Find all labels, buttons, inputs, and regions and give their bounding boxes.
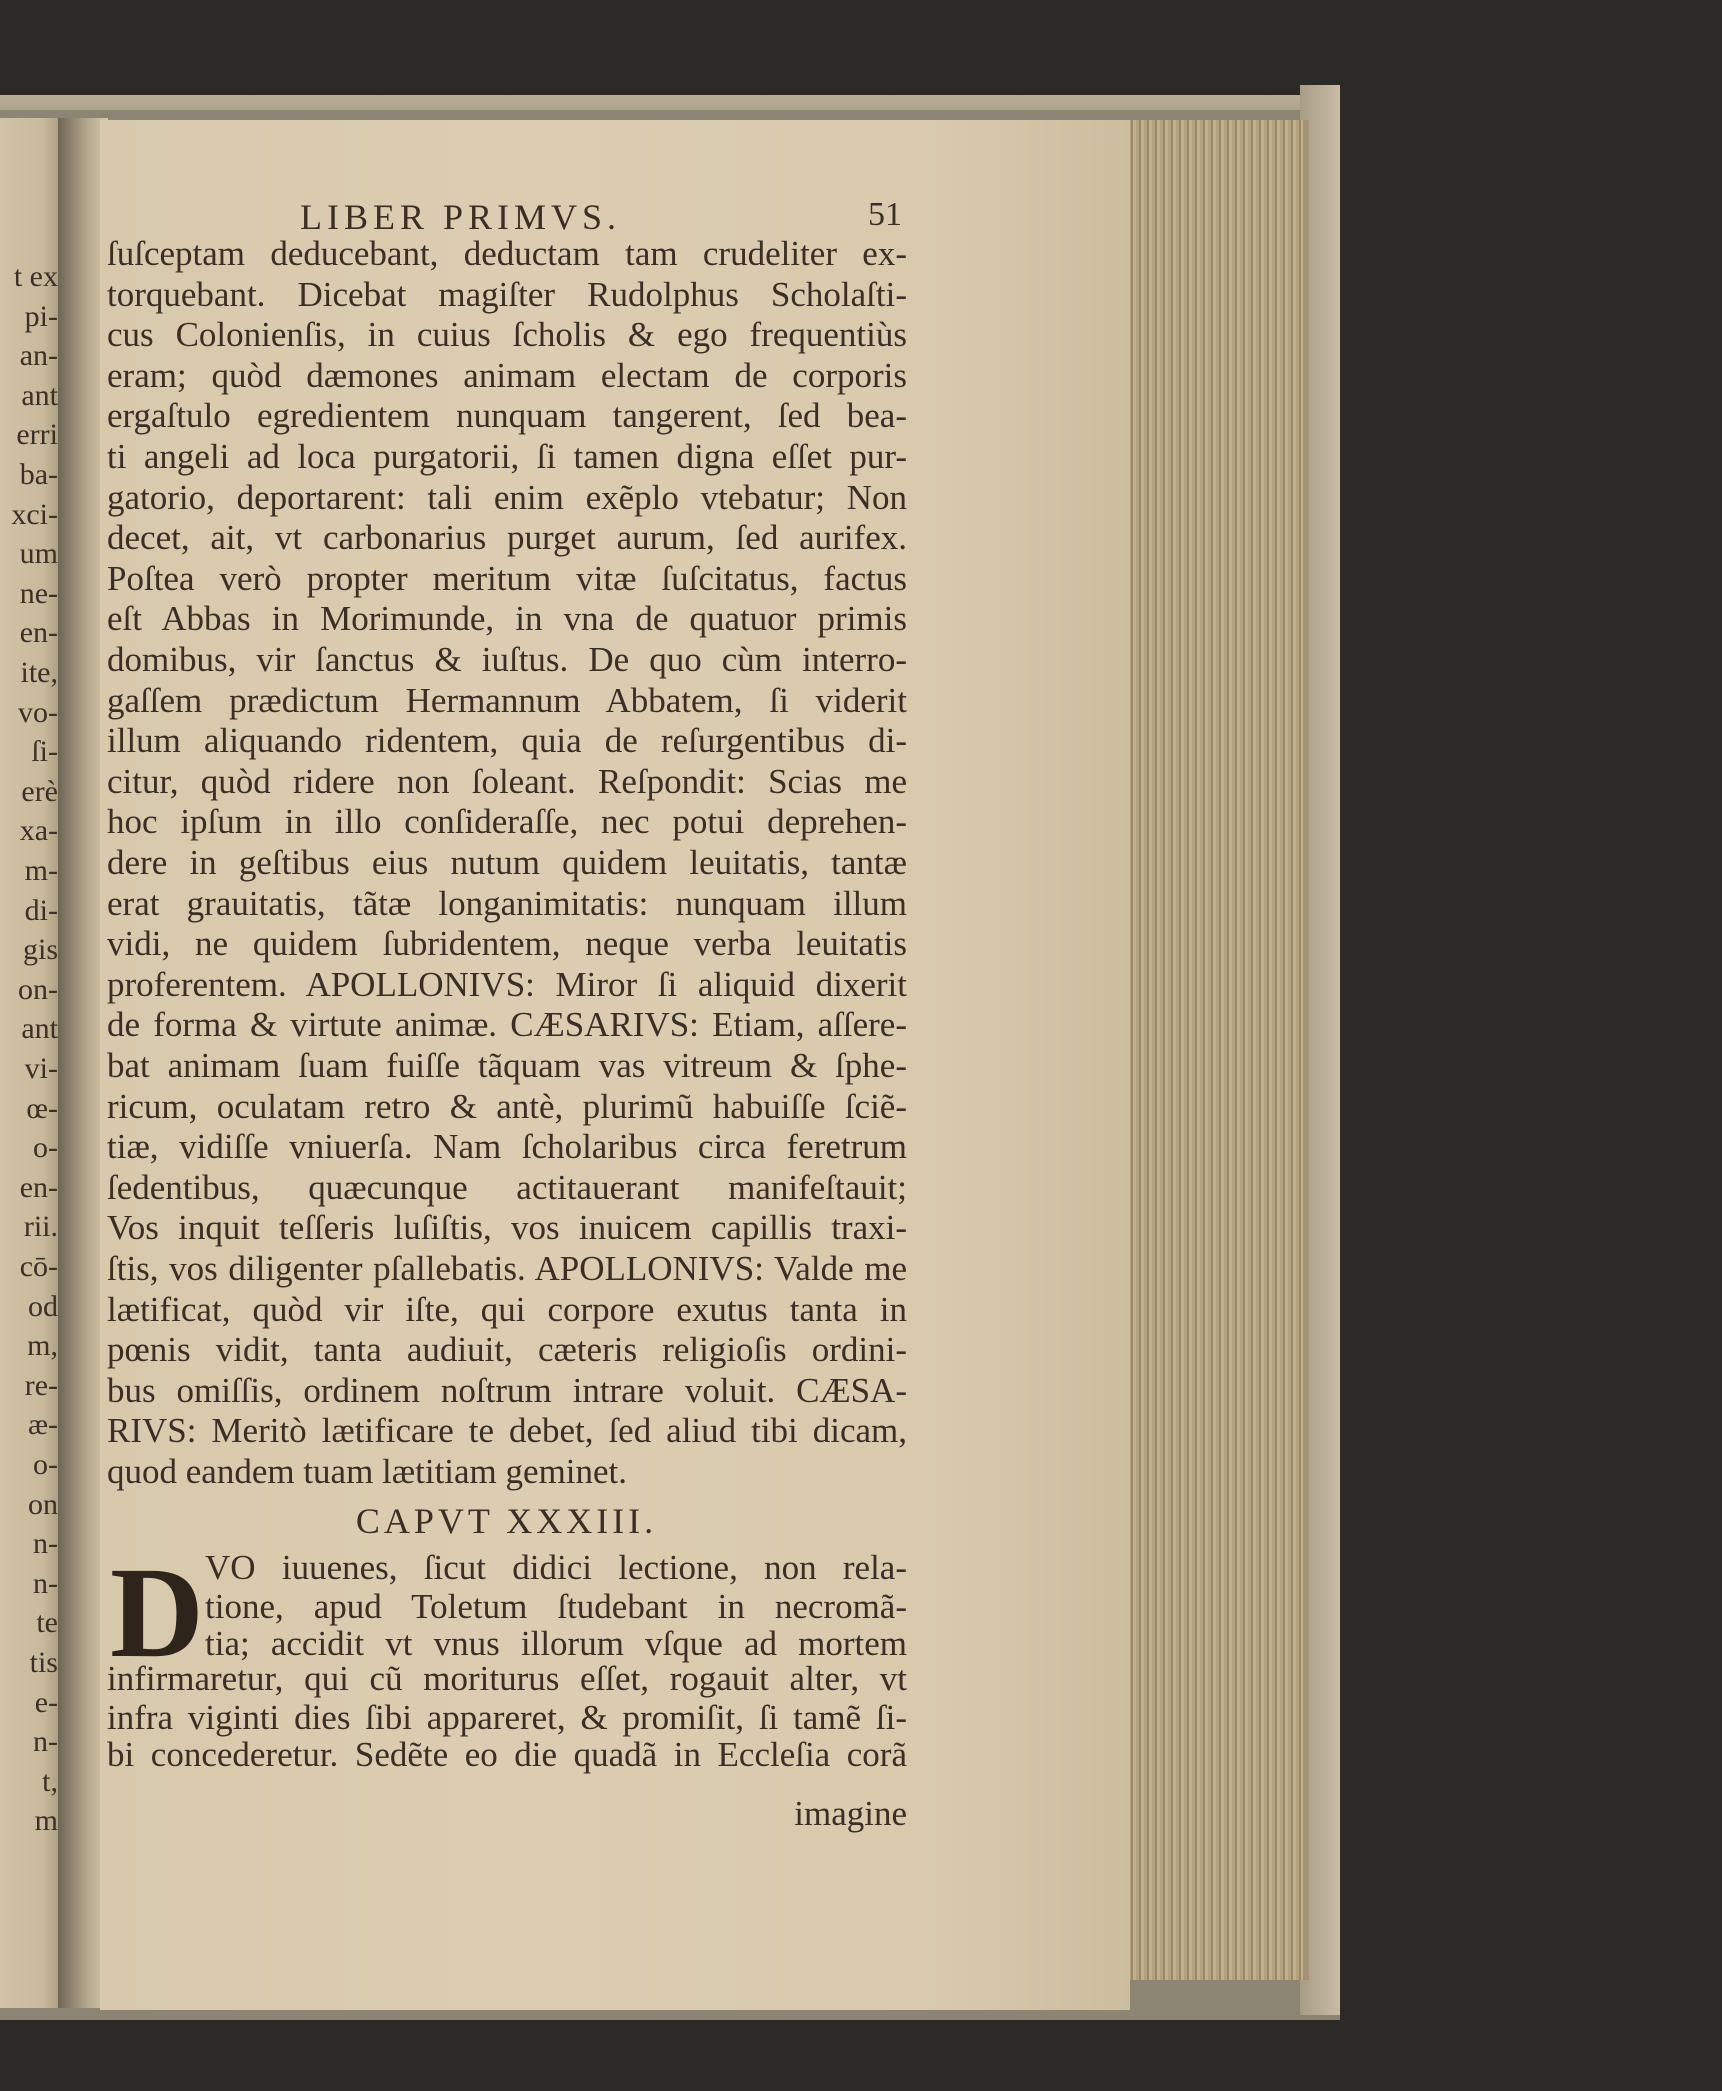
text-line: gatorio, deportarent: tali enim exẽplo vtebatur; Non [107,477,907,517]
chapter-text-line: VO iuuenes, ſicut didici lectione, non rela- [205,1548,907,1587]
text-line: de forma & virtute animæ. CÆSARIVS: Etiam, aſſere- [107,1005,907,1045]
left-page-line-fragment: m, [27,1329,58,1363]
left-page-line-fragment: vi- [24,1052,58,1085]
left-page-line-fragment: gis [22,933,58,967]
left-page-line-fragment: xci- [11,497,58,531]
left-page-line-fragment: en- [19,1170,58,1204]
page-number: 51 [868,196,902,233]
text-line: ergaſtulo egredientem nunquam tangerent, ſed bea- [107,396,907,436]
chapter-heading: CAPVT XXXIII. [355,1501,658,1541]
text-line: Vos inquit teſſeris luſiſtis, vos inuicem capillis traxi- [107,1208,907,1248]
left-page-line-fragment: t, [42,1764,58,1798]
running-head: LIBER PRIMVS. [300,197,622,237]
text-line: cus Colonienſis, in cuius ſcholis & ego frequentiùs [107,315,907,355]
text-line: illum aliquando ridentem, quia de reſurgentibus di- [107,721,907,761]
text-line: ſtis, vos diligenter pſallebatis. APOLLONIVS: Valde me [107,1249,907,1288]
text-line: proferentem. APOLLONIVS: Miror ſi aliquid dixerit [107,964,907,1004]
text-line: eram; quòd dæmones animam electam de corporis [107,355,907,395]
text-line: pœnis vidit, tanta audiuit, cæteris religioſis ordini- [107,1330,907,1370]
left-page-line-fragment: cō- [19,1250,58,1283]
text-line: eſt Abbas in Morimunde, in vna de quatuor primis [107,599,907,639]
chapter-text-line: tia; accidit vt vnus illorum vſque ad mortem [205,1624,907,1663]
text-line: torquebant. Dicebat magiſter Rudolphus Scholaſti- [107,274,907,314]
left-page-line-fragment: on- [18,972,58,1006]
left-page-line-fragment: ne- [19,576,58,610]
text-line: quod eandem tuam lætitiam geminet. [107,1452,628,1491]
page-fore-edge [1128,120,1309,1980]
left-page-line-fragment: re- [24,1368,58,1402]
text-line: decet, ait, vt carbonarius purget aurum, ſed aurifex. [107,518,907,558]
left-page-line-fragment: o- [33,1448,58,1481]
chapter-text-line: tione, apud Toletum ſtudebant in necromã- [205,1587,907,1626]
left-page-line-fragment: œ- [26,1091,58,1125]
text-line: domibus, vir ſanctus & iuſtus. De quo cùm interro- [107,640,907,679]
left-page-line-fragment: pi- [24,299,58,333]
left-page-line-fragment: n- [33,1527,58,1561]
text-line: RIVS: Meritò lætificare te debet, ſed aliud tibi dicam, [107,1411,907,1451]
chapter-text-line: infirmaretur, qui cũ moriturus eſſet, rogauit alter, vt [107,1659,907,1698]
left-page-line-fragment: erè [21,774,58,808]
text-line: lætificat, quòd vir iſte, qui corpore exutus tanta in [107,1289,907,1329]
text-line: hoc ipſum in illo conſideraſſe, nec potui deprehen- [107,802,907,842]
left-page-line-fragment: tis [29,1646,58,1679]
left-page-line-fragment: vo- [18,695,58,729]
left-page-line-fragment: rii. [23,1210,58,1244]
left-page-line-fragment: m- [24,854,58,887]
text-line: bus omiſſis, ordinem noſtrum intrare voluit. CÆSA- [107,1370,907,1410]
left-page-line-fragment: um [19,537,58,571]
left-page-line-fragment: en- [19,616,58,650]
left-page-line-fragment: di- [24,893,58,927]
left-page-line-fragment: xa- [19,814,58,848]
left-page-line-fragment: ant [21,1012,58,1046]
left-page-line-fragment: ſi- [31,735,58,769]
drop-cap: D [110,1541,204,1685]
left-page-line-fragment: on [28,1487,58,1521]
left-page-line-fragment: ant [21,378,58,412]
left-page-line-fragment: æ- [28,1408,58,1442]
text-line: citur, quòd ridere non ſoleant. Reſpondit: Scias me [107,761,907,801]
left-page-line-fragment: o- [33,1131,58,1165]
left-page-line-fragment: an- [19,339,58,373]
left-page-line-fragment: te [36,1606,58,1640]
text-line: ricum, oculatam retro & antè, plurimũ habuiſſe ſciẽ- [107,1086,907,1126]
text-line: ti angeli ad loca purgatorii, ſi tamen digna eſſet pur- [107,437,907,476]
left-page-line-fragment: t ex [13,260,58,293]
left-page-line-fragment: od [28,1289,58,1323]
left-page-line-fragment: m [34,1804,58,1838]
text-line: dere in geſtibus eius nutum quidem leuitatis, tantæ [107,843,907,882]
text-line: bat animam ſuam fuiſſe tãquam vas vitreum & ſphe- [107,1046,907,1085]
chapter-text-line: bi concederetur. Sedẽte eo die quadã in Eccleſia corã [107,1735,907,1774]
left-page-line-fragment: n- [33,1725,58,1759]
text-line: ſuſceptam deducebant, deductam tam crudeliter ex- [107,234,907,273]
left-page-line-fragment: erri [16,418,58,452]
left-page-line-fragment: e- [34,1685,58,1719]
left-page-line-fragment: n- [33,1566,58,1600]
left-page-line-fragment: ite, [20,656,58,689]
left-page-line-fragment: ba- [19,458,58,491]
catchword: imagine [794,1794,907,1833]
text-line: ſedentibus, quæcunque actitauerant manifeſtauit; [107,1167,907,1207]
text-line: gaſſem prædictum Hermannum Abbatem, ſi viderit [107,680,907,720]
chapter-text-line: infra viginti dies ſibi appareret, & promiſit, ſi tamẽ ſi- [107,1698,907,1737]
text-line: erat grauitatis, tãtæ longanimitatis: nunquam illum [107,883,907,923]
text-line: Poſtea verò propter meritum vitæ ſuſcitatus, factus [107,558,907,598]
text-line: tiæ, vidiſſe vniuerſa. Nam ſcholaribus circa feretrum [107,1127,907,1167]
text-line: vidi, ne quidem ſubridentem, neque verba leuitatis [107,924,907,964]
